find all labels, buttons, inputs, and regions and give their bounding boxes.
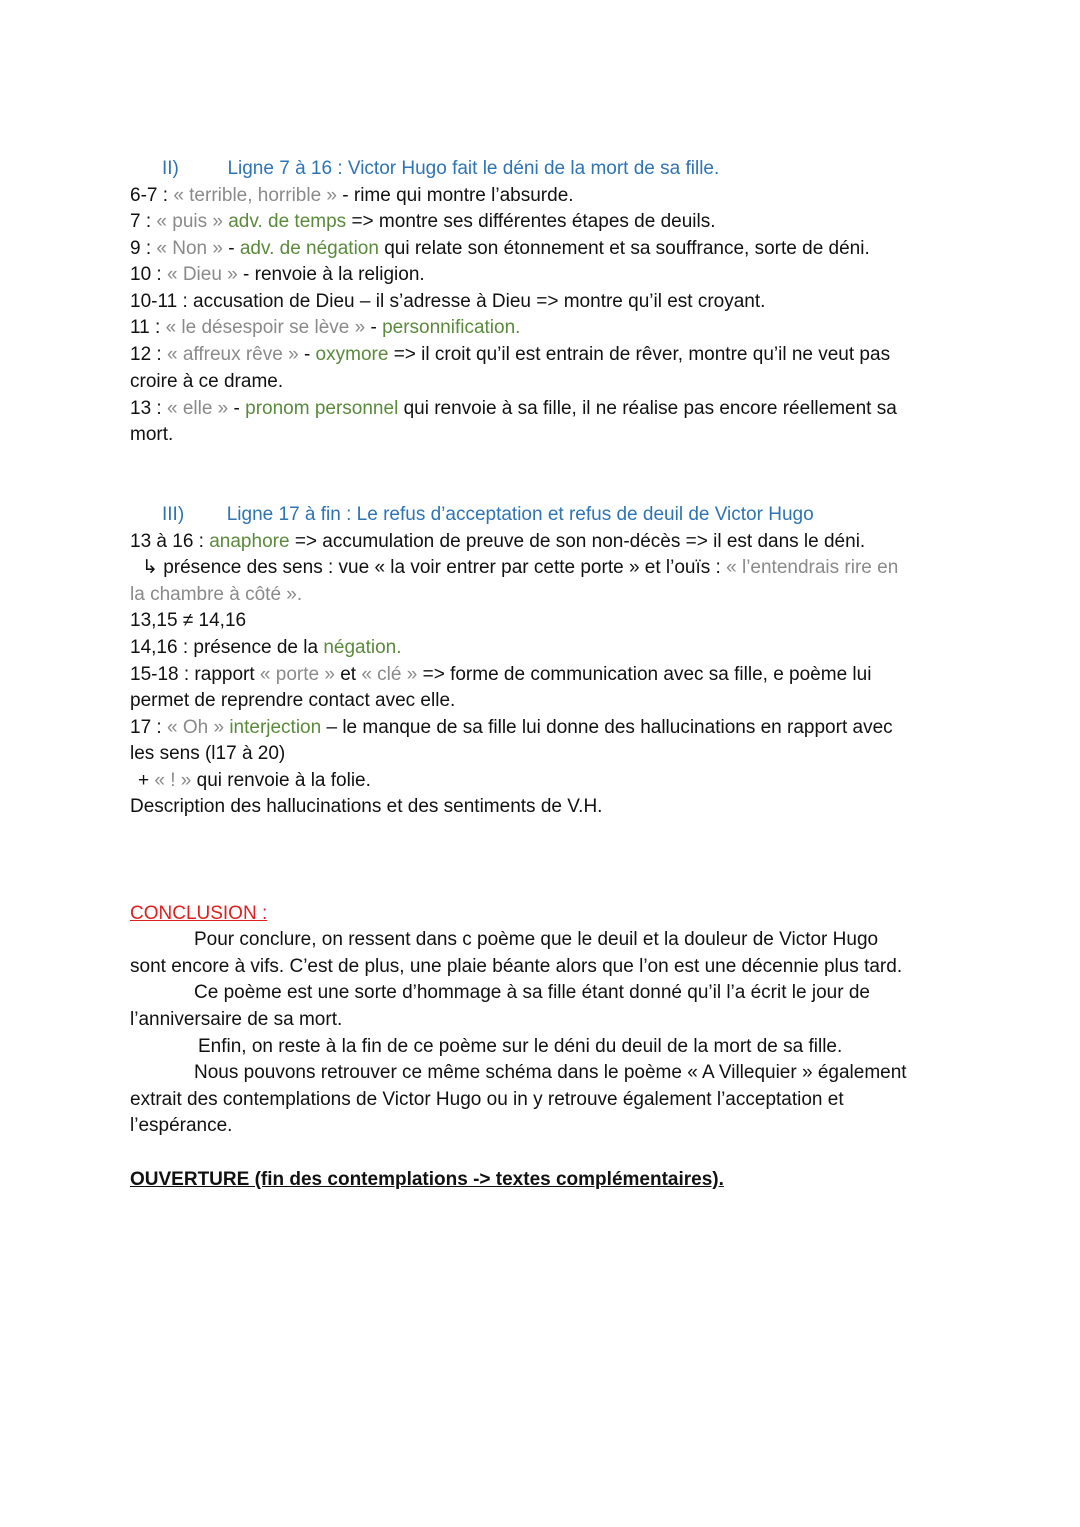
dash: - <box>370 317 383 338</box>
quote: « Dieu » <box>166 264 244 285</box>
s3-line-6 <box>130 662 871 688</box>
line-ref: 10 : <box>130 264 167 285</box>
line-text: 10-11 : accusation de Dieu – il s’adresse à Dieu => montre qu’il est croyant. <box>130 291 766 312</box>
conclusion-line-2: sont encore à vifs. C’est de plus, une plaie béante alors que l’on est une décennie plus tard. <box>130 956 903 977</box>
dash: - <box>228 238 240 259</box>
line-ref: 17 : <box>130 717 167 738</box>
s2-line-10 <box>130 422 173 448</box>
section-2-heading <box>162 156 719 182</box>
line-text: croire à ce drame. <box>130 371 284 392</box>
s3-line-3 <box>130 582 302 608</box>
line-text: les sens (l17 à 20) <box>130 743 286 764</box>
line-text: - rime qui montre l’absurde. <box>342 185 574 206</box>
line-text: – le manque de sa fille lui donne des hallucinations en rapport avec <box>326 717 893 738</box>
s2-line-3 <box>130 236 870 262</box>
s2-line-2 <box>130 209 716 235</box>
section-2-number: II) <box>162 158 179 179</box>
line-text: permet de reprendre contact avec elle. <box>130 690 456 711</box>
quote: « terrible, horrible » <box>173 185 343 206</box>
s2-line-7 <box>130 342 890 368</box>
line-text: et <box>340 664 362 685</box>
quote: « Oh » <box>166 717 230 738</box>
ouverture-heading: OUVERTURE (fin des contemplations -> textes complémentaires). <box>130 1169 724 1190</box>
conclusion-line-5: Enfin, on reste à la fin de ce poème sur le déni du deuil de la mort de sa fille. <box>198 1036 843 1057</box>
quote: la chambre à côté ». <box>130 584 303 605</box>
line-text: => forme de communication avec sa fille, e poème lui <box>422 664 872 685</box>
figure-term: anaphore <box>209 531 295 552</box>
line-text: qui relate son étonnement et sa souffrance, sorte de déni. <box>384 238 870 259</box>
line-ref: 12 : <box>130 344 167 365</box>
section-3-title: Ligne 17 à fin : Le refus d’acceptation et refus de deuil de Victor Hugo <box>226 504 814 525</box>
quote: « elle » <box>166 398 234 419</box>
conclusion-line-1: Pour conclure, on ressent dans c poème que le deuil et la douleur de Victor Hugo <box>194 929 879 950</box>
quote: « ! » <box>154 770 197 791</box>
line-text: 13,15 ≠ 14,16 <box>130 610 247 631</box>
quote: « le désespoir se lève » <box>165 317 371 338</box>
s3-line-9 <box>130 741 285 767</box>
line-ref: 11 : <box>130 317 166 338</box>
s3-line-5 <box>130 635 402 661</box>
line-text: => il croit qu’il est entrain de rêver, montre qu’il ne veut pas <box>393 344 891 365</box>
line-text: 14,16 : présence de la <box>130 637 324 658</box>
line-text: qui renvoie à sa fille, il ne réalise pas encore réellement sa <box>403 398 897 419</box>
figure-term: oxymore <box>315 344 394 365</box>
s2-line-8 <box>130 369 283 395</box>
line-text: qui renvoie à la folie. <box>196 770 371 791</box>
figure-term: adv. de temps <box>228 211 352 232</box>
line-text: 15-18 : rapport <box>130 664 260 685</box>
s3-line-11 <box>130 794 602 820</box>
s2-line-5 <box>130 289 765 315</box>
line-text: présence des sens : vue « la voir entrer par cette porte » et l’ouïs : <box>163 557 727 578</box>
quote: « porte » <box>259 664 341 685</box>
line-ref: 9 : <box>130 238 157 259</box>
conclusion-heading: CONCLUSION : <box>130 903 268 924</box>
conclusion-line-3: Ce poème est une sorte d’hommage à sa fille étant donné qu’il l’a écrit le jour de <box>194 982 870 1003</box>
quote: « Non » <box>156 238 229 259</box>
line-text: - renvoie à la religion. <box>243 264 425 285</box>
line-text: => montre ses différentes étapes de deuils. <box>351 211 716 232</box>
quote: « affreux rêve » <box>166 344 304 365</box>
conclusion-line-8: l’espérance. <box>130 1115 233 1136</box>
dash: - <box>233 398 246 419</box>
line-text: => accumulation de preuve de son non-décès => il est dans le déni. <box>294 531 866 552</box>
figure-term: personnification. <box>382 317 521 338</box>
conclusion-line-4: l’anniversaire de sa mort. <box>130 1009 343 1030</box>
line-ref: 13 à 16 : <box>130 531 210 552</box>
figure-term: pronom personnel <box>245 398 404 419</box>
dash: - <box>303 344 316 365</box>
line-ref: 6-7 : <box>130 185 174 206</box>
figure-term: interjection <box>229 717 327 738</box>
section-3-heading <box>162 502 814 528</box>
s3-line-7 <box>130 688 455 714</box>
figure-term: négation. <box>323 637 402 658</box>
quote: « puis » <box>156 211 229 232</box>
s3-line-10 <box>138 768 371 794</box>
figure-term: adv. de négation <box>239 238 385 259</box>
line-text: Description des hallucinations et des sentiments de V.H. <box>130 796 603 817</box>
section-2-title: Ligne 7 à 16 : Victor Hugo fait le déni de la mort de sa fille. <box>227 158 720 179</box>
section-3-number: III) <box>162 504 185 525</box>
conclusion-line-7: extrait des contemplations de Victor Hugo ou in y retrouve également l’acceptation et <box>130 1089 844 1110</box>
return-arrow-icon: ↳ <box>142 557 164 578</box>
s3-line-8 <box>130 715 893 741</box>
s2-line-1 <box>130 183 574 209</box>
s2-line-4 <box>130 262 425 288</box>
plus-sign: + <box>138 770 155 791</box>
quote: « clé » <box>361 664 423 685</box>
line-ref: 7 : <box>130 211 157 232</box>
s2-line-9 <box>130 396 897 422</box>
s3-line-1 <box>130 529 865 555</box>
quote: « l’entendrais rire en <box>726 557 899 578</box>
line-text: mort. <box>130 424 174 445</box>
s3-line-2 <box>142 555 898 581</box>
s2-line-6 <box>130 315 520 341</box>
conclusion-line-6: Nous pouvons retrouver ce même schéma dans le poème « A Villequier » également <box>194 1062 907 1083</box>
line-ref: 13 : <box>130 398 167 419</box>
s3-line-4 <box>130 608 246 634</box>
